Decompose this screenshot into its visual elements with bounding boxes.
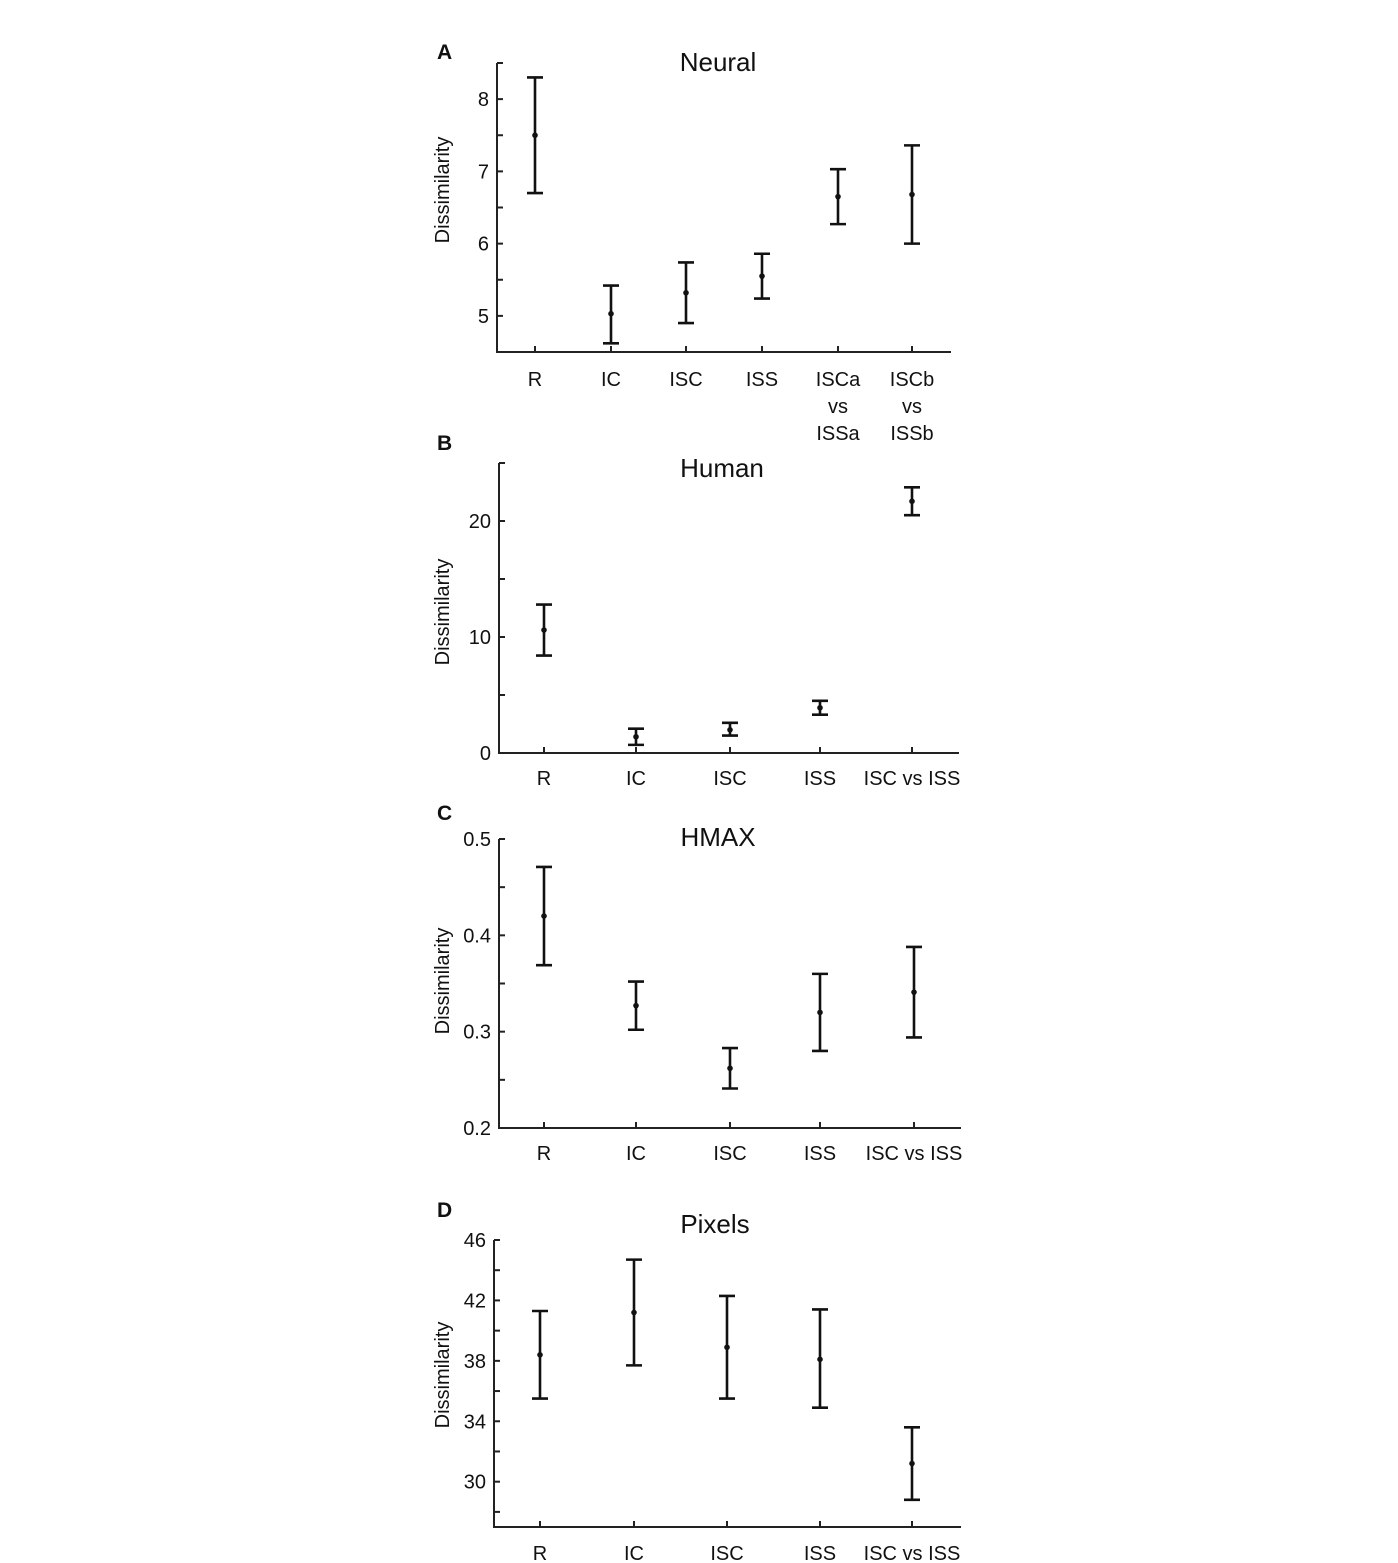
x-tick-label: ISS <box>803 1143 837 1165</box>
y-tick-label: 0.2 <box>463 1118 491 1140</box>
panel-letter: D <box>437 1199 453 1222</box>
x-tick-label: R <box>532 1543 548 1563</box>
y-axis-label: Dissimilarity <box>432 558 454 666</box>
mean-point <box>541 627 547 633</box>
panel-letter: B <box>437 432 453 455</box>
x-tick-label: ISCb vs ISSb <box>889 369 935 445</box>
y-tick-label: 0.5 <box>463 829 491 851</box>
mean-point <box>631 1310 637 1316</box>
x-tick-label: R <box>527 369 543 391</box>
x-tick-label: ISC vs ISS <box>863 768 961 790</box>
mean-point <box>532 132 538 138</box>
mean-point <box>909 1461 915 1467</box>
panel-title: Human <box>680 453 764 483</box>
x-tick-label: ISC <box>669 369 703 391</box>
y-tick-label: 30 <box>463 1471 486 1494</box>
y-tick-label: 42 <box>463 1290 486 1313</box>
x-tick-label: ISCa vs ISSa <box>815 369 861 445</box>
y-tick-label: 46 <box>463 1230 486 1252</box>
y-tick-label: 38 <box>463 1350 486 1373</box>
x-tick-label: ISS <box>803 1543 837 1563</box>
mean-point <box>909 192 915 198</box>
y-axis-label: Dissimilarity <box>432 136 454 244</box>
mean-point <box>817 1010 823 1016</box>
x-tick-label: ISC vs ISS <box>865 1143 963 1165</box>
axes <box>499 463 959 753</box>
y-tick-label: 5 <box>477 305 489 328</box>
mean-point <box>727 1065 733 1071</box>
mean-point <box>759 273 765 279</box>
mean-point <box>537 1352 543 1358</box>
panel-c <box>432 802 962 1165</box>
x-tick-label: ISC <box>713 1143 747 1165</box>
x-tick-label: ISS <box>745 369 779 391</box>
panel-title: HMAX <box>680 822 756 852</box>
y-tick-label: 34 <box>463 1411 486 1434</box>
panel-b <box>432 432 960 790</box>
mean-point <box>633 734 639 740</box>
panel-a <box>432 41 951 445</box>
mean-point <box>817 1357 823 1363</box>
x-tick-label: R <box>536 768 552 790</box>
mean-point <box>727 727 733 733</box>
axes <box>497 63 951 352</box>
y-tick-label: 20 <box>468 511 491 533</box>
x-tick-label: ISC vs ISS <box>863 1543 961 1563</box>
y-axis-label: Dissimilarity <box>432 927 454 1035</box>
y-axis-label: Dissimilarity <box>432 1321 454 1429</box>
x-tick-label: ISS <box>803 768 837 790</box>
x-tick-label: IC <box>601 369 621 391</box>
x-tick-label: IC <box>626 1143 646 1165</box>
x-tick-label: IC <box>626 768 646 790</box>
mean-point <box>724 1344 730 1350</box>
x-tick-label: R <box>536 1143 552 1165</box>
panel-title: Neural <box>679 47 757 77</box>
y-tick-label: 8 <box>477 89 489 112</box>
panel-title: Pixels <box>680 1209 750 1239</box>
panel-d <box>432 1199 961 1563</box>
y-tick-label: 0.3 <box>463 1021 491 1044</box>
mean-point <box>541 913 547 919</box>
mean-point <box>911 989 917 995</box>
y-tick-label: 0 <box>479 743 491 765</box>
y-tick-label: 10 <box>468 627 491 649</box>
y-tick-label: 0.4 <box>463 925 491 948</box>
mean-point <box>909 498 915 504</box>
mean-point <box>683 290 689 296</box>
x-tick-label: ISC <box>710 1543 744 1563</box>
mean-point <box>633 1003 639 1009</box>
mean-point <box>608 311 614 317</box>
panels <box>432 41 962 1563</box>
mean-point <box>817 705 823 711</box>
panel-letter: C <box>437 802 453 825</box>
y-tick-label: 6 <box>477 233 489 256</box>
mean-point <box>835 194 841 200</box>
x-tick-label: ISC <box>713 768 747 790</box>
panel-letter: A <box>437 41 453 64</box>
y-tick-label: 7 <box>477 161 489 184</box>
x-tick-label: IC <box>624 1543 644 1563</box>
